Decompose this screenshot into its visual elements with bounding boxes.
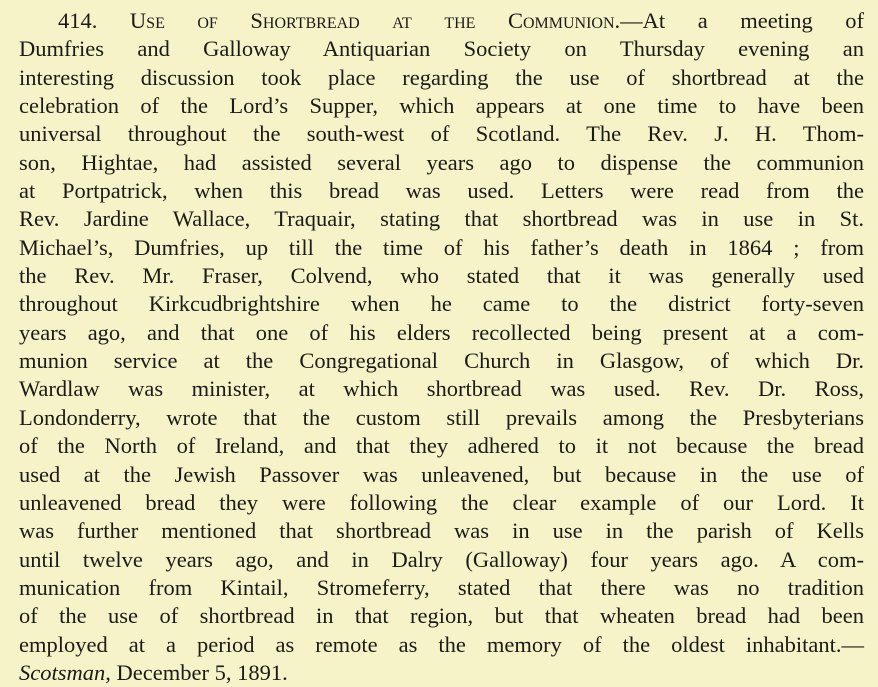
article-first-line bbox=[19, 7, 864, 35]
text-line: of the use of shortbread in that region, but that wheaten bread had been bbox=[19, 603, 864, 629]
citation-date: December 5, 1891. bbox=[110, 659, 288, 685]
text-line: of the North of Ireland, and that they adhered to it not because the bread bbox=[19, 433, 864, 459]
text-line: used at the Jewish Passover was unleavened, but because in the use of bbox=[19, 461, 864, 487]
text-line: was further mentioned that shortbread was in use in the parish of Kells bbox=[19, 518, 864, 544]
text-line: the Rev. Mr. Fraser, Colvend, who stated that it was generally used bbox=[19, 263, 864, 289]
text-line: universal throughout the south-west of Scotland. The Rev. J. H. Thom- bbox=[19, 121, 864, 147]
citation-line bbox=[19, 659, 864, 687]
text-line: until twelve years ago, and in Dalry (Galloway) four years ago. A com- bbox=[19, 546, 864, 572]
article-title: Use of Shortbread at the Communion. bbox=[129, 8, 621, 33]
text-line: munion service at the Congregational Church in Glasgow, of which Dr. bbox=[19, 348, 864, 374]
text-line: son, Hightae, had assisted several years ago to dispense the communion bbox=[19, 149, 864, 175]
text-line: at Portpatrick, when this bread was used. Letters were read from the bbox=[19, 178, 864, 204]
text-line: throughout Kirkcudbrightshire when he came to the district forty-seven bbox=[19, 291, 864, 317]
text-line: interesting discussion took place regarding the use of shortbread at the bbox=[19, 64, 864, 90]
text-line: Dumfries and Galloway Antiquarian Society on Thursday evening an bbox=[19, 36, 864, 62]
text-line: celebration of the Lord’s Supper, which appears at one time to have been bbox=[19, 93, 864, 119]
text-line: Londonderry, wrote that the custom still prevails among the Presbyterians bbox=[19, 404, 864, 430]
text-line: munication from Kintail, Stromeferry, stated that there was no tradition bbox=[19, 574, 864, 600]
text-line: —At a meeting of bbox=[620, 8, 864, 33]
text-line: Rev. Jardine Wallace, Traquair, stating that shortbread was in use in St. bbox=[19, 206, 864, 232]
citation-source: Scotsman, bbox=[19, 659, 111, 685]
text-line: unleavened bread they were following the clear example of our Lord. It bbox=[19, 489, 864, 515]
text-line: Wardlaw was minister, at which shortbread was used. Rev. Dr. Ross, bbox=[19, 376, 864, 402]
text-line: Michael’s, Dumfries, up till the time of his father’s death in 1864 ; from bbox=[19, 234, 864, 260]
text-line: years ago, and that one of his elders recollected being present at a com- bbox=[19, 319, 864, 345]
text-line: employed at a period as remote as the memory of the oldest inhabitant.— bbox=[19, 631, 864, 657]
article-number: 414. bbox=[58, 8, 98, 33]
